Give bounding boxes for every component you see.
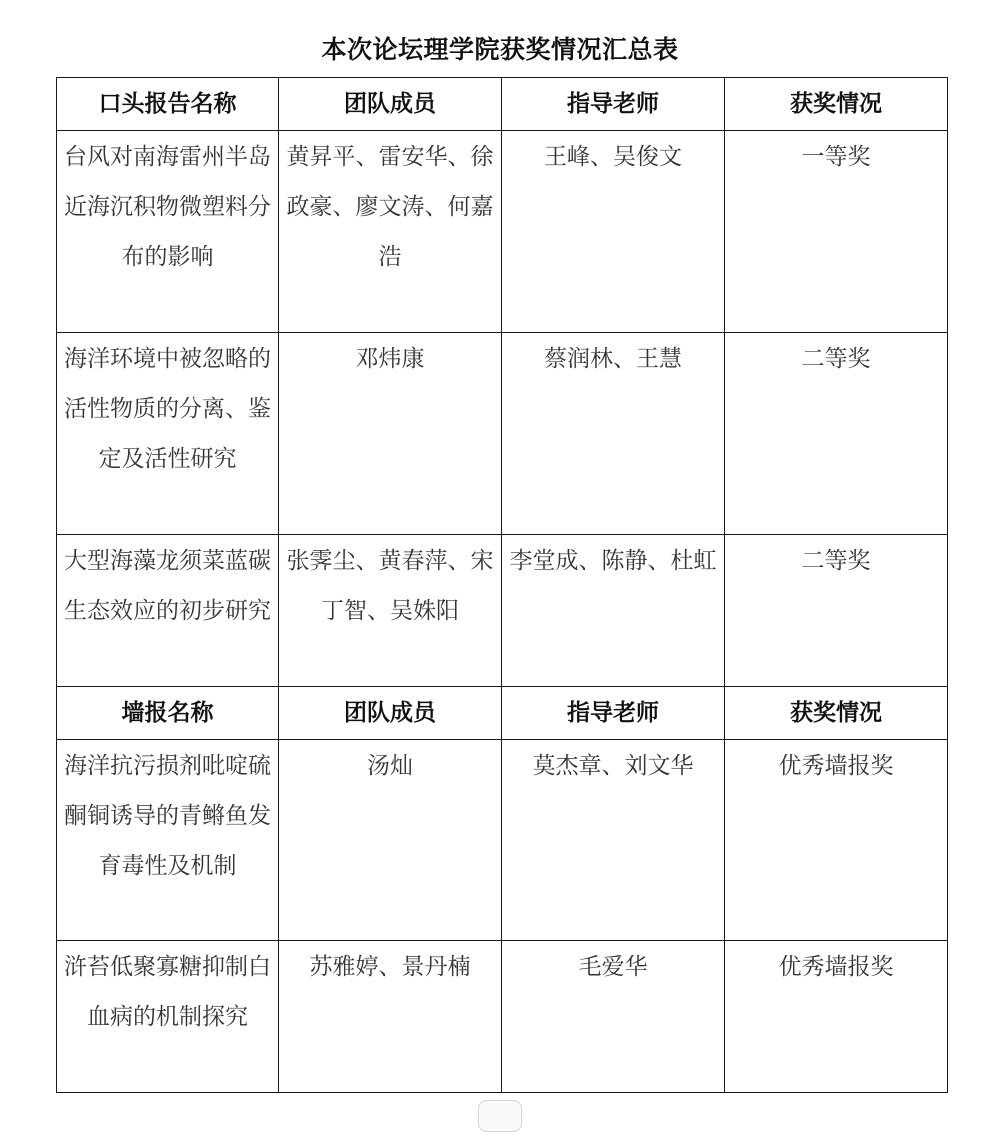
column-header-poster-title: 墙报名称 — [57, 687, 279, 740]
award-cell: 优秀墙报奖 — [725, 740, 948, 941]
column-header-members: 团队成员 — [279, 687, 502, 740]
report-title-cell: 台风对南海雷州半岛近海沉积物微塑料分布的影响 — [57, 131, 279, 333]
page-scroll-handle[interactable] — [478, 1100, 522, 1132]
column-header-advisors: 指导老师 — [502, 78, 725, 131]
award-cell: 优秀墙报奖 — [725, 941, 948, 1093]
award-cell: 一等奖 — [725, 131, 948, 333]
advisors-cell: 王峰、吴俊文 — [502, 131, 725, 333]
awards-summary-table — [56, 77, 948, 1093]
award-cell: 二等奖 — [725, 333, 948, 535]
advisors-cell: 李堂成、陈静、杜虹 — [502, 535, 725, 687]
column-header-members: 团队成员 — [279, 78, 502, 131]
members-cell: 张霁尘、黄春萍、宋丁智、吴姝阳 — [279, 535, 502, 687]
table-row — [57, 535, 948, 687]
table-row — [57, 131, 948, 333]
members-cell: 汤灿 — [279, 740, 502, 941]
oral-header-row — [57, 78, 948, 131]
advisors-cell: 毛爱华 — [502, 941, 725, 1093]
table-row — [57, 333, 948, 535]
advisors-cell: 蔡润林、王慧 — [502, 333, 725, 535]
poster-title-cell: 海洋抗污损剂吡啶硫酮铜诱导的青鳉鱼发育毒性及机制 — [57, 740, 279, 941]
table-row — [57, 941, 948, 1093]
members-cell: 黄昇平、雷安华、徐政豪、廖文涛、何嘉浩 — [279, 131, 502, 333]
members-cell: 苏雅婷、景丹楠 — [279, 941, 502, 1093]
column-header-award: 获奖情况 — [725, 687, 948, 740]
report-title-cell: 海洋环境中被忽略的活性物质的分离、鉴定及活性研究 — [57, 333, 279, 535]
column-header-advisors: 指导老师 — [502, 687, 725, 740]
column-header-oral-title: 口头报告名称 — [57, 78, 279, 131]
advisors-cell: 莫杰章、刘文华 — [502, 740, 725, 941]
column-header-award: 获奖情况 — [725, 78, 948, 131]
report-title-cell: 大型海藻龙须菜蓝碳生态效应的初步研究 — [57, 535, 279, 687]
document-title: 本次论坛理学院获奖情况汇总表 — [321, 35, 679, 64]
poster-header-row — [57, 687, 948, 740]
members-cell: 邓炜康 — [279, 333, 502, 535]
award-cell: 二等奖 — [725, 535, 948, 687]
table-row — [57, 740, 948, 941]
poster-title-cell: 浒苔低聚寡糖抑制白血病的机制探究 — [57, 941, 279, 1093]
